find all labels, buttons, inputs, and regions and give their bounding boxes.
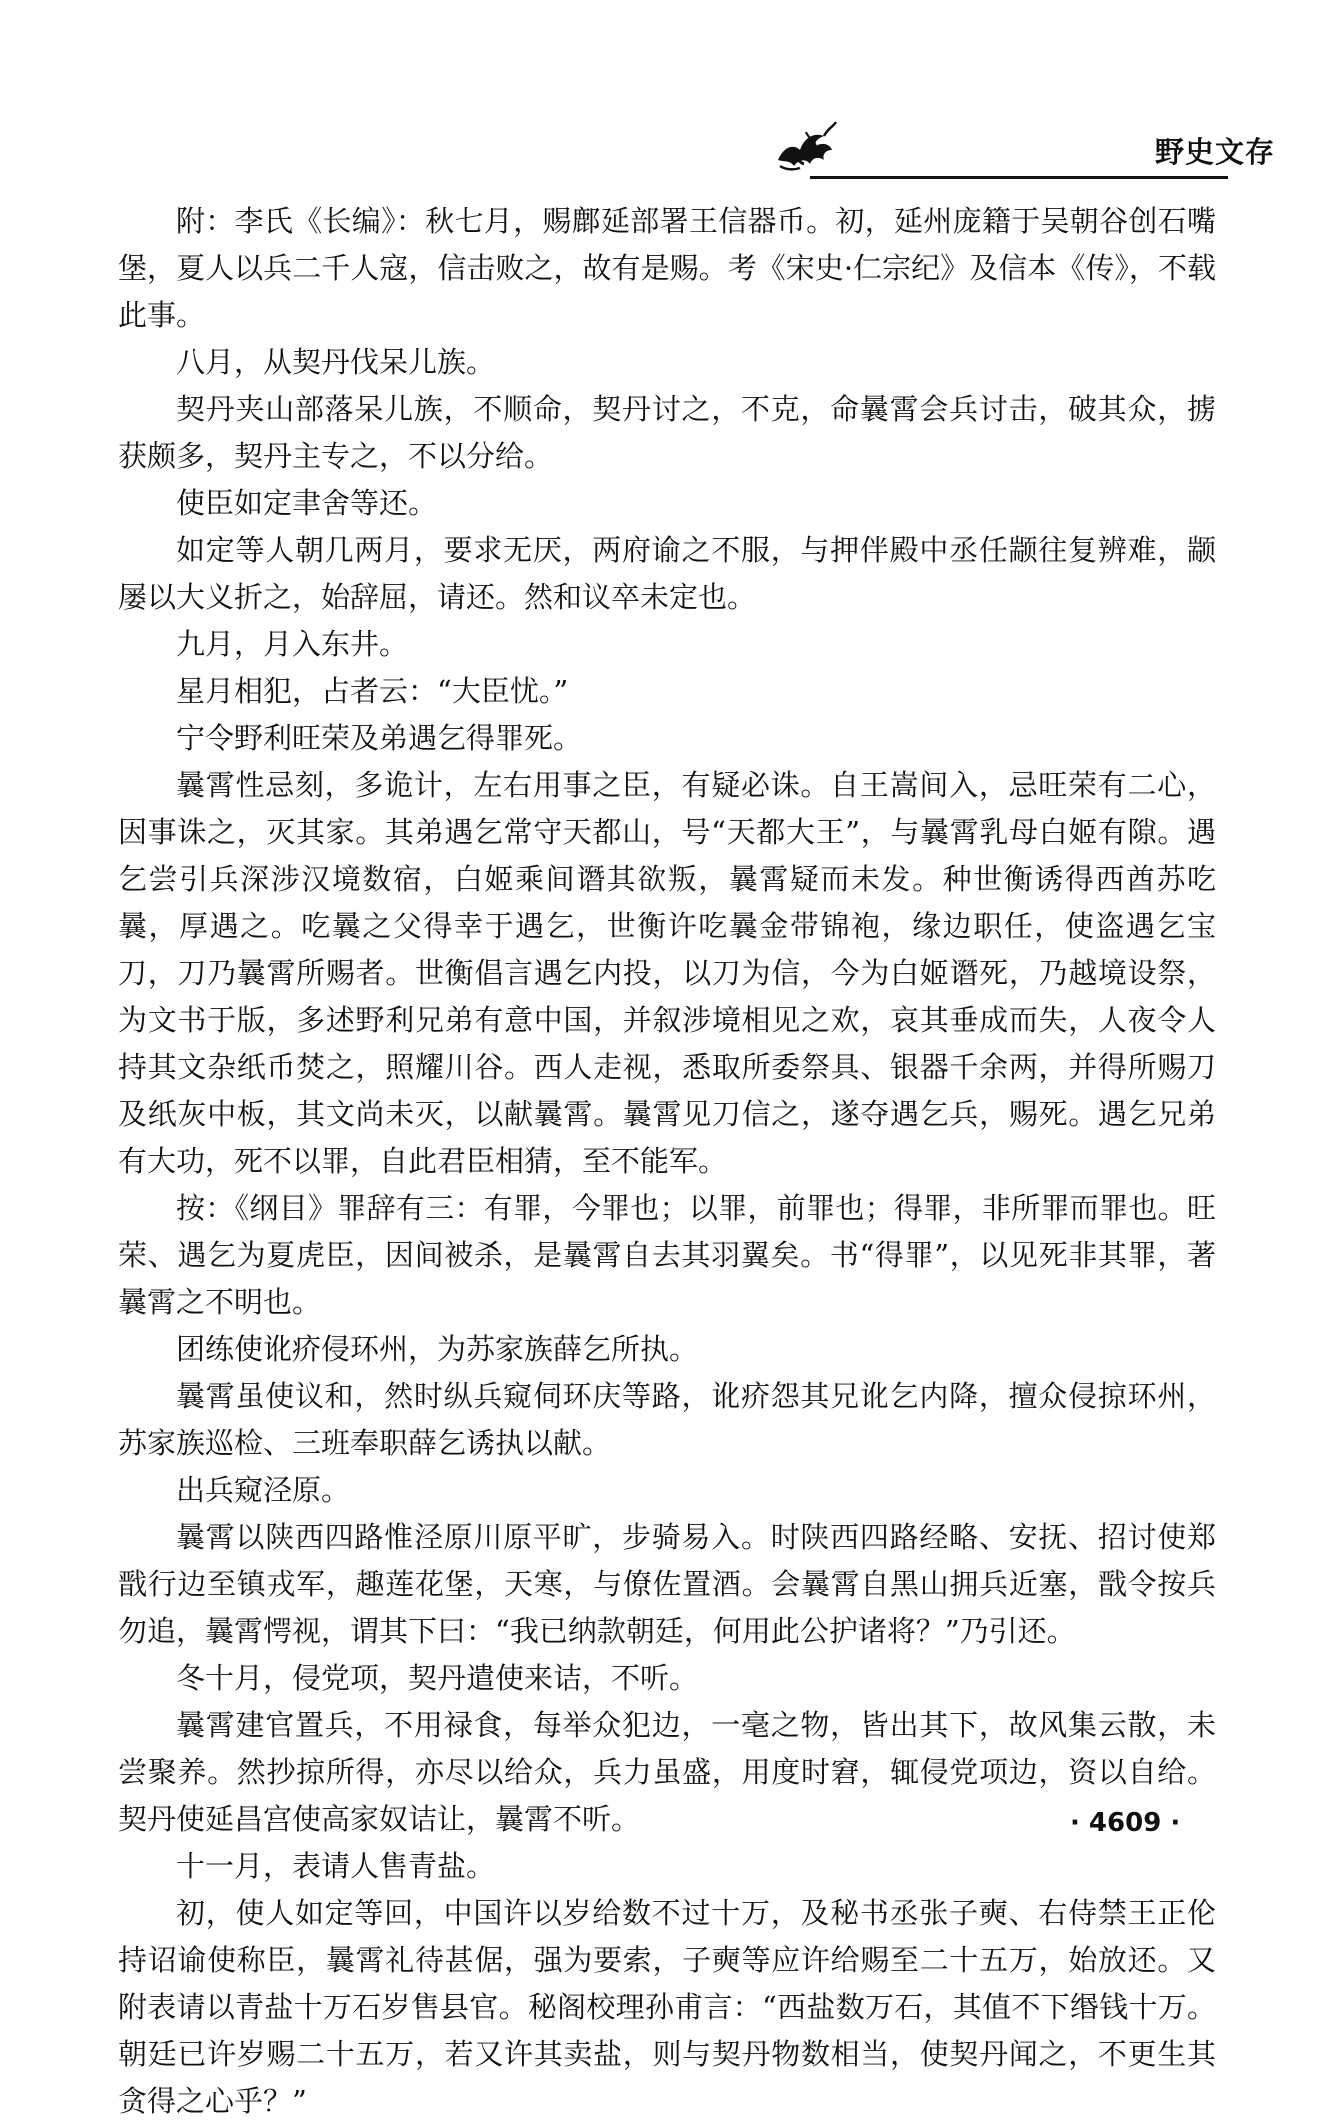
paragraph: 十一月，表请人售青盐。 [176, 1849, 496, 1883]
paragraph: 曩霄建官置兵，不用禄食，每举众犯边，一毫之物，皆出其下，故风集云散，未尝聚养。然抄掠所得，亦尽以给众，兵力虽盛，用度时窘，辄侵党项边，资以自给。契丹使延昌宫使高家奴诘让，曩霄不听。 [118, 1708, 1216, 1836]
paragraph: 曩霄虽使议和，然时纵兵窥伺环庆等路，讹疥怨其兄讹乞内降，擅众侵掠环州，苏家族巡检、三班奉职薛乞诱执以献。 [118, 1379, 1216, 1460]
paragraph: 八月，从契丹伐呆儿族。 [176, 345, 496, 379]
header-rule [810, 176, 1228, 179]
paragraph: 曩霄以陕西四路惟泾原川原平旷，步骑易入。时陕西四路经略、安抚、招讨使郑戬行边至镇戎军，趣莲花堡，天寒，与僚佐置酒。会曩霄自黑山拥兵近塞，戬令按兵勿追，曩霄愕视，谓其下曰：“我已纳款朝廷，何用此公护诸将？”乃引还。 [118, 1520, 1216, 1648]
paragraph: 曩霄性忌刻，多诡计，左右用事之臣，有疑必诛。自王嵩间入，忌旺荣有二心，因事诛之，灭其家。其弟遇乞常守天都山，号“天都大王”，与曩霄乳母白姬有隙。遇乞尝引兵深涉汉境数宿，白姬乘间谮其欲叛，曩霄疑而未发。种世衡诱得西酋苏吃曩，厚遇之。吃曩之父得幸于遇乞，世衡许吃曩金带锦袍，缘边职任，使盗遇乞宝刀，刀乃曩霄所赐者。世衡倡言遇乞内投，以刀为信，今为白姬谮死，乃越境设祭，为文书于版，多述野利兄弟有意中国，并叙涉境相见之欢，哀其垂成而失，人夜令人持其文杂纸币焚之，照耀川谷。西人走视，悉取所委祭具、银器千余两，并得所赐刀及纸灰中板，其文尚未灭，以献曩霄。曩霄见刀信之，遂夺遇乞兵，赐死。遇乞兄弟有大功，死不以罪，自此君臣相猜，至不能军。 [118, 768, 1216, 1178]
paragraph: 附：李氏《长编》：秋七月，赐鄜延部署王信器币。初，延州庞籍于吴朝谷创石嘴堡，夏人以兵二千人寇，信击败之，故有是赐。考《宋史·仁宗纪》及信本《传》，不载此事。 [118, 204, 1216, 332]
dragon-emblem-icon [770, 116, 840, 176]
paragraph: 使臣如定聿舍等还。 [176, 486, 438, 520]
paragraph: 星月相犯，占者云：“大臣忧。” [176, 674, 569, 708]
series-title: 野史文存 [1155, 135, 1276, 169]
page-number: · 4609 · [1070, 1808, 1181, 1838]
paragraph: 团练使讹疥侵环州，为苏家族薛乞所执。 [176, 1332, 699, 1366]
body-text [118, 198, 1216, 2125]
paragraph: 初，使人如定等回，中国许以岁给数不过十万，及秘书丞张子奭、右侍禁王正伦持诏谕使称臣，曩霄礼待甚倨，强为要索，子奭等应许给赐至二十五万，始放还。又附表请以青盐十万石岁售县官。秘阁校理孙甫言：“西盐数万石，其值不下缗钱十万。朝廷已许岁赐二十五万，若又许其卖盐，则与契丹物数相当，使契丹闻之，不更生其贪得之心乎？” [118, 1896, 1216, 2118]
paragraph: 冬十月，侵党项，契丹遣使来诘，不听。 [176, 1661, 699, 1695]
paragraph: 如定等人朝几两月，要求无厌，两府谕之不服，与押伴殿中丞任颛往复辨难，颛屡以大义折之，始辞屈，请还。然和议卒未定也。 [118, 533, 1216, 614]
paragraph: 契丹夹山部落呆儿族，不顺命，契丹讨之，不克，命曩霄会兵讨击，破其众，掳获颇多，契丹主专之，不以分给。 [118, 392, 1216, 473]
paragraph: 宁令野利旺荣及弟遇乞得罪死。 [176, 721, 583, 755]
paragraph: 出兵窥泾原。 [176, 1473, 351, 1507]
page-header [770, 100, 1276, 180]
paragraph: 九月，月入东井。 [176, 627, 409, 661]
paragraph: 按：《纲目》罪辞有三：有罪，今罪也；以罪，前罪也；得罪，非所罪而罪也。旺荣、遇乞为夏虎臣，因间被杀，是曩霄自去其羽翼矣。书“得罪”，以见死非其罪，著曩霄之不明也。 [118, 1191, 1216, 1319]
